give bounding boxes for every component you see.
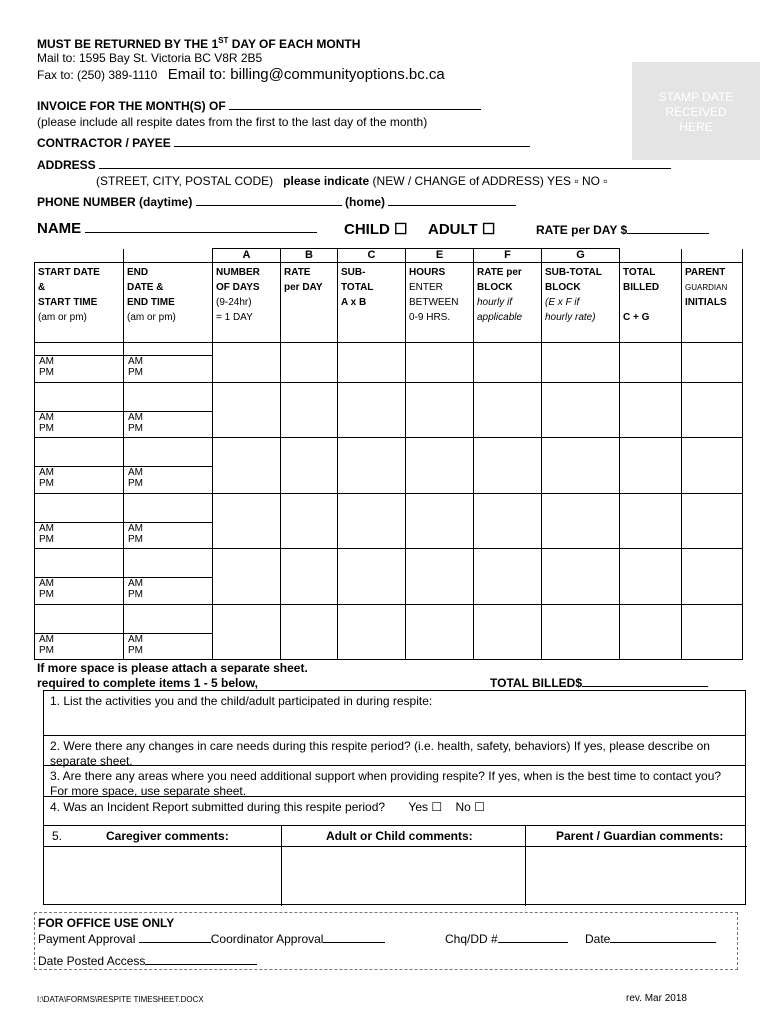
office-date-field[interactable]: Date bbox=[585, 932, 716, 946]
office-use-title: FOR OFFICE USE ONLY bbox=[38, 916, 175, 930]
phone-field[interactable]: PHONE NUMBER (daytime) (home) bbox=[37, 195, 516, 209]
entry-cell[interactable] bbox=[682, 438, 743, 494]
more-space-note: If more space is please attach a separate sheet. bbox=[37, 661, 308, 675]
date-posted-field[interactable]: Date Posted Access bbox=[38, 954, 257, 968]
entry-cell[interactable] bbox=[620, 605, 682, 661]
column-letters-row: A B C E F G bbox=[35, 249, 743, 263]
am-label: AM bbox=[128, 578, 143, 589]
entry-cell[interactable] bbox=[338, 438, 406, 494]
revision-date: rev. Mar 2018 bbox=[626, 993, 687, 1004]
header-end-date: END DATE & END TIME (am or pm) bbox=[124, 263, 213, 343]
entry-cell[interactable] bbox=[682, 327, 743, 383]
entry-cell[interactable] bbox=[542, 494, 620, 550]
entry-cell[interactable] bbox=[281, 494, 338, 550]
pm-label: PM bbox=[39, 589, 54, 600]
am-label: AM bbox=[128, 411, 143, 423]
question-3: 3. Are there any areas where you need additional support when providing respite? If yes, when is the best time to contact you? For more space, use separate sheet. bbox=[50, 769, 722, 798]
entry-cell[interactable] bbox=[281, 549, 338, 605]
entry-cell[interactable] bbox=[281, 438, 338, 494]
start-date-cell[interactable] bbox=[35, 383, 124, 439]
child-checkbox[interactable]: CHILD ☐ bbox=[344, 221, 408, 238]
entry-row bbox=[34, 438, 742, 494]
comments-box bbox=[43, 825, 746, 905]
start-date-cell[interactable] bbox=[35, 605, 124, 661]
entry-cell[interactable] bbox=[542, 327, 620, 383]
adult-checkbox[interactable]: ADULT ☐ bbox=[428, 221, 496, 238]
am-label: AM bbox=[39, 467, 54, 478]
end-date-cell[interactable] bbox=[124, 494, 213, 550]
pm-label: PM bbox=[128, 422, 143, 434]
payment-approval-field[interactable]: Payment Approval Coordinator Approval bbox=[38, 932, 385, 946]
entry-cell[interactable] bbox=[338, 549, 406, 605]
entry-row bbox=[34, 494, 742, 550]
mail-address: Mail to: 1595 Bay St. Victoria BC V8R 2B5 bbox=[37, 51, 263, 65]
entry-cell[interactable] bbox=[620, 549, 682, 605]
am-label: AM bbox=[39, 522, 54, 534]
header-rate-per-day: RATE per DAY bbox=[281, 263, 338, 343]
entry-cell[interactable] bbox=[406, 438, 474, 494]
question-2-box[interactable] bbox=[43, 735, 746, 766]
caregiver-comments-label: Caregiver comments: bbox=[106, 829, 229, 843]
entry-cell[interactable] bbox=[542, 438, 620, 494]
incident-no-checkbox[interactable]: No ☐ bbox=[455, 800, 485, 814]
contractor-field[interactable]: CONTRACTOR / PAYEE bbox=[37, 136, 530, 150]
entry-cell[interactable] bbox=[281, 383, 338, 439]
adult-child-comments-input[interactable] bbox=[283, 848, 524, 905]
question-4: 4. Was an Incident Report submitted during this respite period? bbox=[50, 800, 386, 814]
total-billed-field[interactable]: TOTAL BILLED$ bbox=[490, 676, 708, 690]
header-hours: HOURS ENTER BETWEEN 0-9 HRS. bbox=[406, 263, 474, 343]
invoice-note: (please include all respite dates from the first to the last day of the month) bbox=[37, 115, 428, 129]
rate-per-day-field[interactable]: RATE per DAY $ bbox=[536, 223, 709, 237]
entry-cell[interactable] bbox=[338, 383, 406, 439]
entry-cell[interactable] bbox=[682, 549, 743, 605]
pm-label: PM bbox=[128, 478, 143, 489]
email-address: Email to: billing@communityoptions.bc.ca bbox=[167, 66, 445, 83]
invoice-month-field[interactable]: INVOICE FOR THE MONTH(S) OF bbox=[37, 99, 481, 113]
pm-label: PM bbox=[128, 533, 143, 545]
pm-label: PM bbox=[39, 478, 54, 489]
end-date-cell[interactable] bbox=[124, 438, 213, 494]
entry-cell[interactable] bbox=[213, 549, 281, 605]
header-subtotal-block: SUB-TOTAL BLOCK (E x F if hourly rate) bbox=[542, 263, 620, 343]
end-date-cell[interactable] bbox=[124, 327, 213, 383]
file-path: I:\DATA\FORMS\RESPITE TIMESHEET.DOCX bbox=[37, 995, 204, 1004]
entry-cell[interactable] bbox=[620, 383, 682, 439]
question-1-box[interactable] bbox=[43, 690, 746, 736]
caregiver-comments-input[interactable] bbox=[45, 848, 280, 905]
incident-yes-checkbox[interactable]: Yes ☐ bbox=[408, 800, 443, 814]
required-note: required to complete items 1 - 5 below, bbox=[37, 676, 258, 690]
header-start-date: START DATE & START TIME (am or pm) bbox=[35, 263, 124, 343]
question-2: 2. Were there any changes in care needs during this respite period? (i.e. health, safety, behaviors) If yes, please describe on separate sheet. bbox=[50, 739, 710, 768]
entry-cell[interactable] bbox=[474, 327, 542, 383]
address-field[interactable]: ADDRESS bbox=[37, 158, 671, 172]
pm-label: PM bbox=[39, 367, 54, 378]
address-hint: (STREET, CITY, POSTAL CODE) please indicate (NEW / CHANGE of ADDRESS) YES ▫ NO ▫ bbox=[96, 174, 608, 188]
adult-child-comments-label: Adult or Child comments: bbox=[326, 829, 473, 843]
name-field[interactable]: NAME bbox=[37, 220, 317, 237]
entry-cell[interactable] bbox=[682, 605, 743, 661]
entry-cell[interactable] bbox=[213, 438, 281, 494]
entry-cell[interactable] bbox=[474, 494, 542, 550]
question-5-number: 5. bbox=[52, 829, 63, 843]
am-label: AM bbox=[39, 633, 54, 645]
entry-cell[interactable] bbox=[474, 438, 542, 494]
entry-row bbox=[34, 549, 742, 605]
am-label: AM bbox=[128, 522, 143, 534]
entry-cell[interactable] bbox=[338, 494, 406, 550]
entry-cell[interactable] bbox=[406, 494, 474, 550]
fax-number: Fax to: (250) 389-1110 bbox=[37, 68, 158, 82]
pm-label: PM bbox=[39, 644, 54, 656]
entry-cell[interactable] bbox=[406, 605, 474, 661]
entry-cell[interactable] bbox=[542, 549, 620, 605]
entry-cell[interactable] bbox=[213, 327, 281, 383]
entry-cell[interactable] bbox=[474, 549, 542, 605]
entry-cell[interactable] bbox=[474, 605, 542, 661]
end-date-cell[interactable] bbox=[124, 605, 213, 661]
entry-cell[interactable] bbox=[406, 549, 474, 605]
question-4-box[interactable] bbox=[43, 796, 746, 826]
office-use-section bbox=[34, 912, 738, 970]
header-parent-initials: PARENT GUARDIAN INITIALS bbox=[682, 263, 743, 343]
entry-cell[interactable] bbox=[682, 494, 743, 550]
entry-cell[interactable] bbox=[474, 383, 542, 439]
entry-row bbox=[34, 327, 742, 383]
parent-guardian-comments-label: Parent / Guardian comments: bbox=[556, 829, 724, 843]
start-date-cell[interactable] bbox=[35, 438, 124, 494]
entry-cell[interactable] bbox=[406, 327, 474, 383]
entry-cell[interactable] bbox=[620, 494, 682, 550]
header-rate-per-block: RATE per BLOCK hourly if applicable bbox=[474, 263, 542, 343]
entry-cell[interactable] bbox=[620, 327, 682, 383]
start-date-cell[interactable] bbox=[35, 327, 124, 383]
return-notice: MUST BE RETURNED BY THE 1ST DAY OF EACH MONTH bbox=[37, 36, 361, 51]
pm-label: PM bbox=[39, 422, 54, 434]
entry-cell[interactable] bbox=[406, 383, 474, 439]
end-date-cell[interactable] bbox=[124, 383, 213, 439]
entry-row bbox=[34, 605, 742, 661]
entry-cell[interactable] bbox=[682, 383, 743, 439]
am-label: AM bbox=[39, 578, 54, 589]
stamp-area: STAMP DATE RECEIVED HERE bbox=[632, 62, 760, 160]
entry-cell[interactable] bbox=[620, 438, 682, 494]
entry-cell[interactable] bbox=[338, 327, 406, 383]
entry-cell[interactable] bbox=[213, 494, 281, 550]
header-number-of-days: NUMBER OF DAYS (9-24hr) = 1 DAY bbox=[213, 263, 281, 343]
am-label: AM bbox=[128, 356, 143, 367]
entry-cell[interactable] bbox=[542, 605, 620, 661]
entry-cell[interactable] bbox=[281, 605, 338, 661]
end-date-cell[interactable] bbox=[124, 549, 213, 605]
start-date-cell[interactable] bbox=[35, 494, 124, 550]
question-1: 1. List the activities you and the child/adult participated in during respite: bbox=[50, 694, 433, 708]
fax-email-line bbox=[37, 66, 445, 84]
entry-row bbox=[34, 383, 742, 439]
pm-label: PM bbox=[128, 367, 143, 378]
entry-cell[interactable] bbox=[338, 605, 406, 661]
chq-dd-field[interactable]: Chq/DD # bbox=[445, 932, 568, 946]
am-label: AM bbox=[128, 467, 143, 478]
pm-label: PM bbox=[128, 589, 143, 600]
header-total-billed: TOTAL BILLED C + G bbox=[620, 263, 682, 343]
am-label: AM bbox=[39, 356, 54, 367]
parent-guardian-comments-input[interactable] bbox=[527, 848, 746, 905]
start-date-cell[interactable] bbox=[35, 549, 124, 605]
question-3-box[interactable] bbox=[43, 765, 746, 797]
pm-label: PM bbox=[39, 533, 54, 545]
pm-label: PM bbox=[128, 644, 143, 656]
entry-cell[interactable] bbox=[213, 383, 281, 439]
entry-cell[interactable] bbox=[213, 605, 281, 661]
header-subtotal: SUB- TOTAL A x B bbox=[338, 263, 406, 343]
am-label: AM bbox=[128, 633, 143, 645]
am-label: AM bbox=[39, 411, 54, 423]
entry-cell[interactable] bbox=[281, 327, 338, 383]
entry-cell[interactable] bbox=[542, 383, 620, 439]
